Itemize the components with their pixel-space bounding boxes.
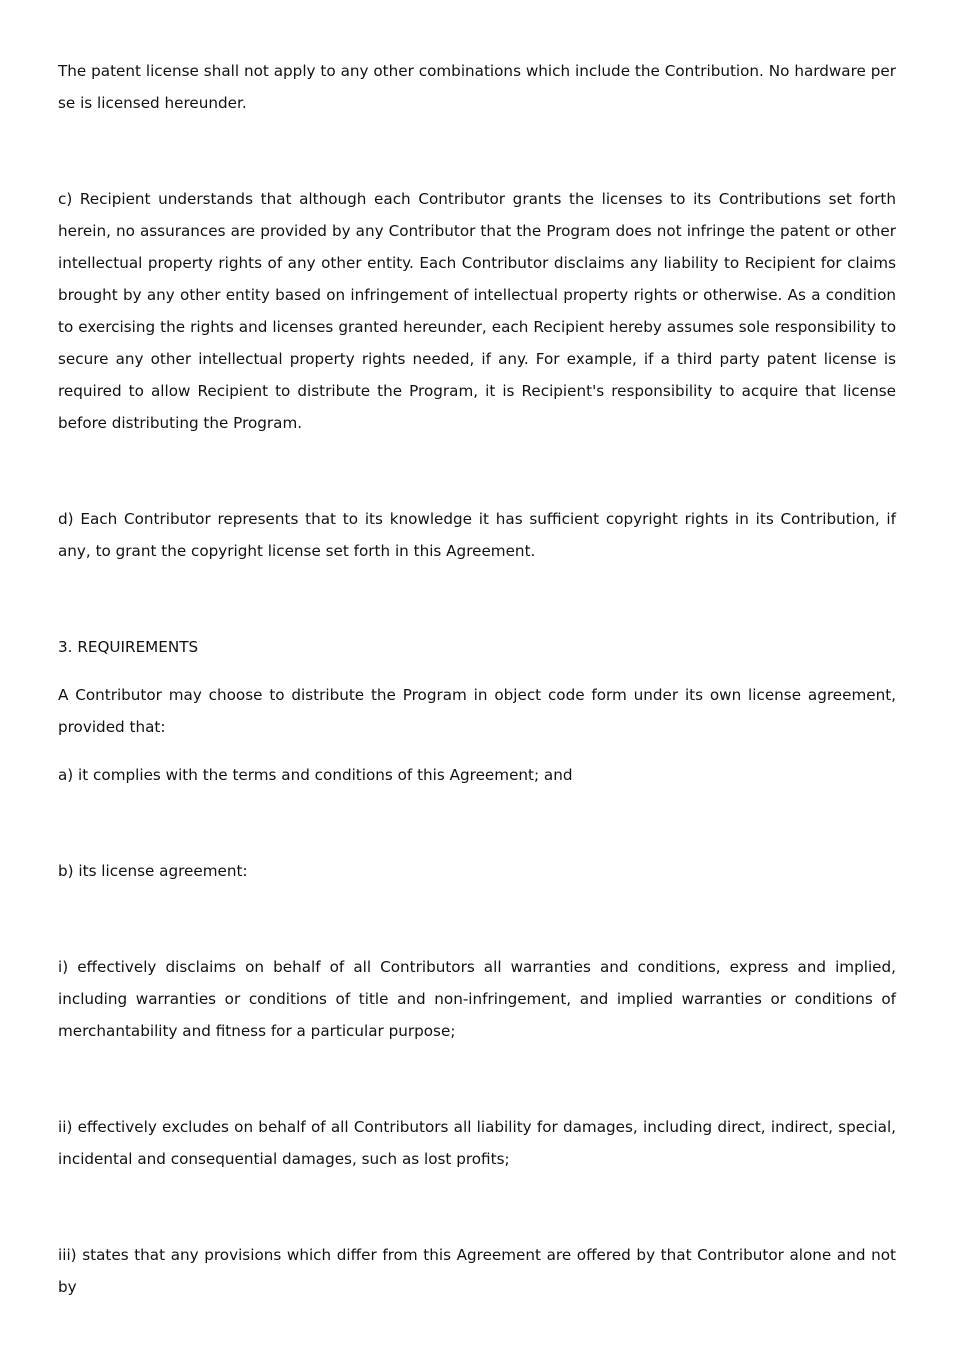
paragraph-clause-iii: iii) states that any provisions which differ from this Agreement are offered by that Contributor alone and not by: [58, 1246, 896, 1296]
paragraph-patent-license: The patent license shall not apply to any other combinations which include the Contribution. No hardware per se is licensed hereunder.: [58, 62, 896, 112]
paragraph-gap: [58, 1175, 896, 1239]
paragraph-gap: [58, 791, 896, 855]
paragraph-clause-a: a) it complies with the terms and conditions of this Agreement; and: [58, 766, 573, 784]
paragraph-gap: [58, 567, 896, 631]
paragraph-gap: [58, 119, 896, 183]
paragraph-gap: [58, 743, 896, 759]
paragraph-gap: [58, 439, 896, 503]
paragraph-clause-d: d) Each Contributor represents that to its knowledge it has sufficient copyright rights in its Contribution, if any, to grant the copyright license set forth in this Agreement.: [58, 510, 896, 560]
section-heading-requirements: 3. REQUIREMENTS: [58, 638, 199, 656]
paragraph-clause-c: c) Recipient understands that although each Contributor grants the licenses to its Contributions set forth herein, no assurances are provided by any Contributor that the Program does not infringe the patent or other intellectual property rights of any other entity. Each Contributor disclaims any liability to Recipient for claims brought by any other entity based on infringement of intellectual property rights or otherwise. As a condition to exercising the rights and licenses granted hereunder, each Recipient hereby assumes sole responsibility to secure any other intellectual property rights needed, if any. For example, if a third party patent license is required to allow Recipient to distribute the Program, it is Recipient's responsibility to acquire that license before distributing the Program.: [58, 190, 896, 432]
paragraph-clause-ii: ii) effectively excludes on behalf of all Contributors all liability for damages, including direct, indirect, special, incidental and consequential damages, such as lost profits;: [58, 1118, 896, 1168]
paragraph-requirements-intro: A Contributor may choose to distribute the Program in object code form under its own license agreement, provided that:: [58, 686, 896, 736]
paragraph-clause-i: i) effectively disclaims on behalf of all Contributors all warranties and conditions, express and implied, including warranties or conditions of title and non-infringement, and implied warranties or conditions of merchantability and fitness for a particular purpose;: [58, 958, 896, 1040]
paragraph-clause-b: b) its license agreement:: [58, 862, 248, 880]
paragraph-gap: [58, 663, 896, 679]
paragraph-gap: [58, 1047, 896, 1111]
paragraph-gap: [58, 887, 896, 951]
document-page: [58, 55, 896, 1303]
